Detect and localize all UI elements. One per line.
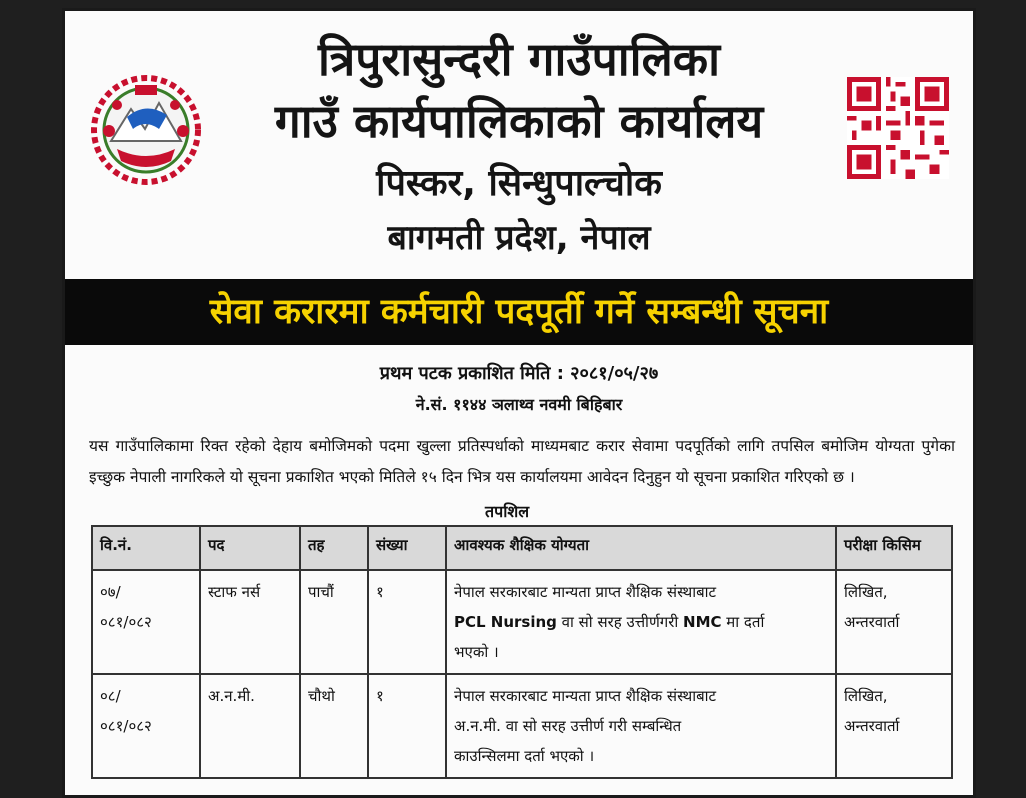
ad-no-part: ०८/ xyxy=(100,687,121,705)
exam-type-part: लिखित, xyxy=(844,687,888,705)
notice-paper xyxy=(62,8,976,798)
header-level: तह xyxy=(300,526,368,570)
header-exam-type: परीक्षा किसिम xyxy=(836,526,952,570)
table-row xyxy=(92,674,952,778)
ad-no-part: ०८१/०८२ xyxy=(100,613,152,631)
municipality-name: त्रिपुरासुन्दरी गाउँपालिका xyxy=(317,32,721,86)
ad-no-part: ०७/ xyxy=(100,583,121,601)
table-header-row xyxy=(92,526,952,570)
office-name: गाउँ कार्यपालिकाको कार्यालय xyxy=(274,94,764,148)
qualification-line: काउन्सिलमा दर्ता भएको । xyxy=(454,747,595,765)
qualification-line: नेपाल सरकारबाट मान्यता प्राप्त शैक्षिक संस्थाबाट xyxy=(454,583,717,601)
vacancy-table xyxy=(91,525,953,779)
header-count: संख्या xyxy=(368,526,446,570)
cell-ad-no xyxy=(92,674,200,778)
cell-level: चौथो xyxy=(300,674,368,778)
qualification-line: नेपाल सरकारबाट मान्यता प्राप्त शैक्षिक संस्थाबाट xyxy=(454,687,717,705)
ad-no-part: ०८१/०८२ xyxy=(100,717,152,735)
qr-code-icon xyxy=(847,77,949,179)
qualification-council: NMC xyxy=(683,613,722,631)
qualification-text: वा सो सरह उत्तीर्णगरी xyxy=(556,613,684,631)
cell-ad-no xyxy=(92,570,200,674)
office-header xyxy=(65,11,973,279)
cell-post: अ.न.मी. xyxy=(200,674,300,778)
header-qualification: आवश्यक शैक्षिक योग्यता xyxy=(446,526,836,570)
exam-type-part: लिखित, xyxy=(844,583,888,601)
notice-body: यस गाउँपालिकामा रिक्त रहेको देहाय बमोजिमको पदमा खुल्ला प्रतिस्पर्धाको माध्यमबाट करार सेवामा पदपूर्तिको लागि तपसिल बमोजिम योग्यता पुगेका इच्छुक नेपाली नागरिकले यो सूचना प्रकाशित भएको मितिले १५ दिन भित्र यस कार्यालयमा आवेदन दिनुहुन यो सूचना प्रकाशित गरिएको छ । xyxy=(89,437,955,486)
cell-level: पाचौं xyxy=(300,570,368,674)
province-country: बागमती प्रदेश, नेपाल xyxy=(387,218,651,258)
schedule-label: तपशिल xyxy=(485,502,530,521)
office-location: पिस्कर, सिन्धुपाल्चोक xyxy=(376,163,662,204)
notice-title-banner: सेवा करारमा कर्मचारी पदपूर्ती गर्ने सम्बन्धी सूचना xyxy=(65,279,973,345)
qualification-line: भएको । xyxy=(454,643,499,661)
cell-count: १ xyxy=(368,570,446,674)
qualification-degree: PCL Nursing xyxy=(454,613,557,631)
cell-qualification xyxy=(446,570,836,674)
header-post: पद xyxy=(200,526,300,570)
exam-type-part: अन्तरवार्ता xyxy=(844,613,900,631)
cell-qualification xyxy=(446,674,836,778)
cell-exam-type xyxy=(836,674,952,778)
cell-post: स्टाफ नर्स xyxy=(200,570,300,674)
published-date: प्रथम पटक प्रकाशित मिति : २०८१/०५/२७ xyxy=(379,363,659,384)
nepal-sambat-date: ने.सं. ११४४ ञलाथ्व नवमी बिहिबार xyxy=(415,395,623,414)
qualification-text: मा दर्ता xyxy=(721,613,765,631)
exam-type-part: अन्तरवार्ता xyxy=(844,717,900,735)
cell-exam-type xyxy=(836,570,952,674)
table-row xyxy=(92,570,952,674)
header-ad-no: वि.नं. xyxy=(92,526,200,570)
cell-count: १ xyxy=(368,674,446,778)
qualification-line: अ.न.मी. वा सो सरह उत्तीर्ण गरी सम्बन्धित xyxy=(454,717,682,735)
